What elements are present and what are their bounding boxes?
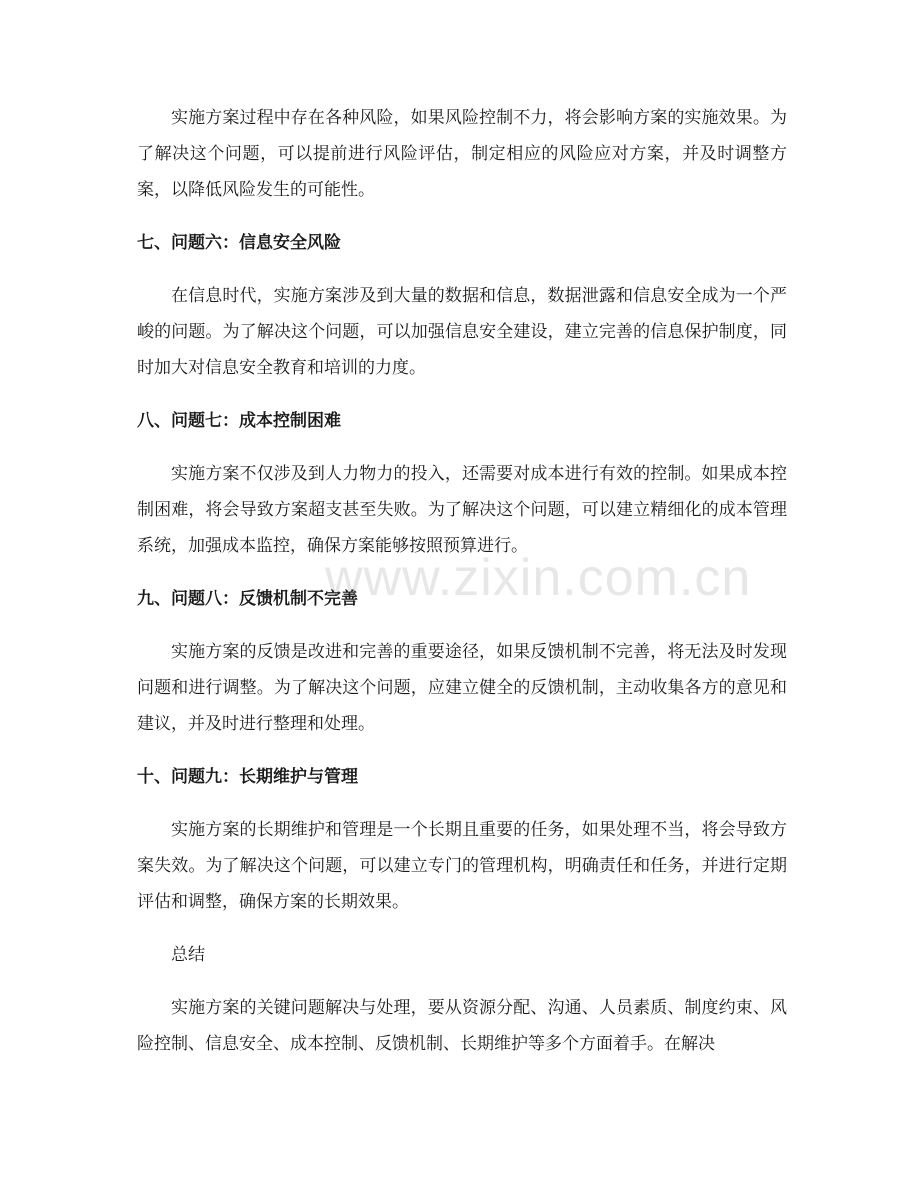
- summary-label: 总结: [171, 945, 205, 965]
- heading-section-8: 八、问题七：成本控制困难: [137, 411, 341, 431]
- paragraph-maintenance: 实施方案的长期维护和管理是一个长期且重要的任务，如果处理不当，将会导致方案失效。为了解决这个问题，可以建立专门的管理机构，明确责任和任务，并进行定期评估和调整，确保方案的长期效果。: [137, 820, 787, 912]
- paragraph-info-security: 在信息时代，实施方案涉及到大量的数据和信息，数据泄露和信息安全成为一个严峻的问题。为了解决这个问题，可以加强信息安全建设，建立完善的信息保护制度，同时加大对信息安全教育和培训的力度。: [137, 286, 787, 378]
- heading-section-10: 十、问题九：长期维护与管理: [137, 767, 358, 787]
- paragraph-cost-control: 实施方案不仅涉及到人力物力的投入，还需要对成本进行有效的控制。如果成本控制困难，将会导致方案超支甚至失败。为了解决这个问题，可以建立精细化的成本管理系统，加强成本监控，确保方案能够按照预算进行。: [137, 464, 787, 556]
- paragraph-feedback: 实施方案的反馈是改进和完善的重要途径，如果反馈机制不完善，将无法及时发现问题和进行调整。为了解决这个问题，应建立健全的反馈机制，主动收集各方的意见和建议，并及时进行整理和处理。: [137, 642, 787, 734]
- paragraph-risk-control: 实施方案过程中存在各种风险，如果风险控制不力，将会影响方案的实施效果。为了解决这个问题，可以提前进行风险评估，制定相应的风险应对方案，并及时调整方案，以降低风险发生的可能性。: [137, 108, 787, 200]
- heading-section-7: 七、问题六：信息安全风险: [137, 233, 341, 253]
- heading-section-9: 九、问题八：反馈机制不完善: [137, 589, 358, 609]
- watermark: www.zixin.com.cn: [325, 549, 752, 607]
- paragraph-summary: 实施方案的关键问题解决与处理，要从资源分配、沟通、人员素质、制度约束、风险控制、信息安全、成本控制、反馈机制、长期维护等多个方面着手。在解决: [137, 998, 787, 1054]
